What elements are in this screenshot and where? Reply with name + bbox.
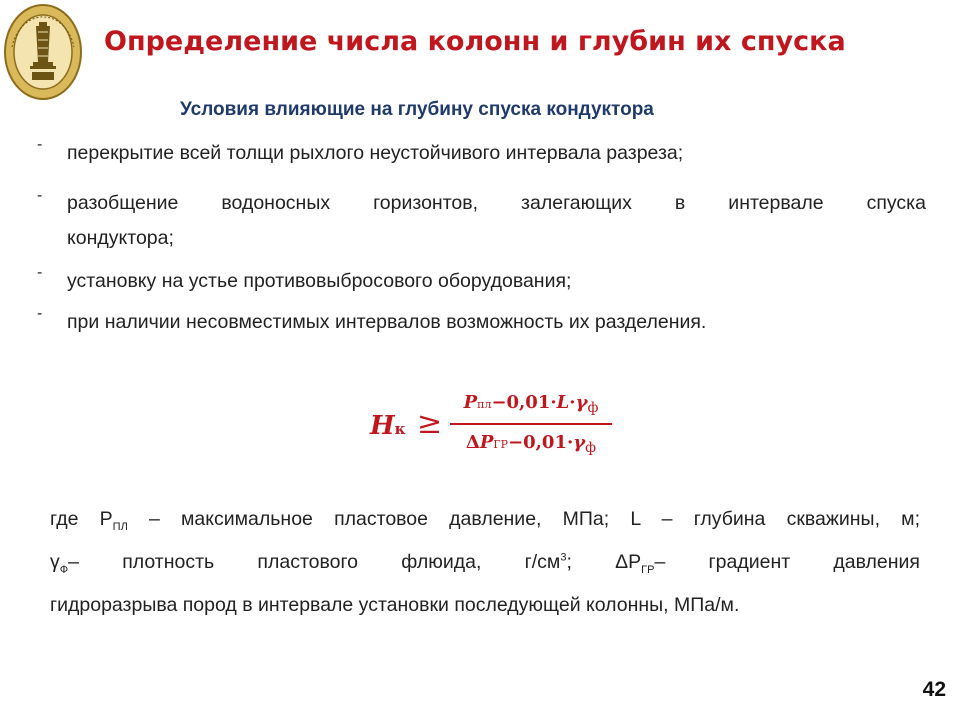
formula-numerator	[450, 392, 612, 416]
formula-den-rest: −0,01·	[508, 432, 574, 453]
legend-sub: ПЛ	[112, 520, 128, 533]
list-item	[36, 264, 926, 293]
bullet-marker: -	[37, 264, 43, 281]
legend-line-3: гидроразрыва пород в интервале установки последующей колонны, МПа/м.	[50, 594, 740, 616]
conditions-list	[36, 136, 926, 333]
formula-relation: ≥	[417, 406, 443, 441]
list-item	[36, 136, 926, 165]
bullet-marker: -	[37, 187, 43, 204]
formula-lhs	[370, 411, 405, 441]
formula-den-p-sub: ГР	[493, 438, 509, 451]
bullet-text: перекрытие всей толщи рыхлого неустойчивого интервала разреза;	[67, 142, 684, 164]
depth-formula	[370, 388, 630, 468]
legend-sup: 3	[560, 551, 567, 564]
formula-num-gamma: γ	[575, 392, 588, 413]
list-item	[36, 305, 926, 334]
bullet-marker: -	[37, 305, 43, 322]
legend-text: – градиент давления	[654, 551, 920, 573]
formula-lhs-var: H	[370, 411, 395, 441]
formula-num-rest: −0,01·	[491, 392, 557, 413]
bullet-text: при наличии несовместимых интервалов возможность их разделения.	[67, 311, 707, 333]
logo-seal-icon	[2, 2, 84, 102]
formula-num-p: P	[463, 392, 478, 413]
fraction-bar	[450, 423, 612, 425]
legend-text: – плотность пластового флюида, г/см	[68, 551, 561, 573]
formula-num-p-sub: пл	[477, 398, 492, 411]
legend-text: – максимальное пластовое давление, МПа; L – глубина скважины, м;	[148, 508, 920, 530]
formula-denominator	[450, 432, 612, 456]
formula-num-dot: ·	[569, 392, 576, 413]
formula-den-gamma-sub: ф	[585, 440, 597, 456]
legend-text: где Р	[50, 508, 113, 530]
bullet-marker: -	[37, 136, 43, 153]
page-title: Определение числа колонн и глубин их спуска	[104, 26, 846, 57]
legend-line-1	[50, 508, 920, 551]
legend-line-2	[50, 551, 920, 594]
university-logo	[2, 2, 84, 102]
formula-den-gamma: γ	[573, 432, 586, 453]
section-subtitle: Условия влияющие на глубину спуска кондуктора	[180, 99, 654, 120]
page-number: 42	[922, 678, 946, 701]
formula-num-gamma-sub: ф	[587, 400, 599, 416]
legend-sub: Ф	[59, 563, 69, 576]
formula-lhs-sub: к	[394, 420, 406, 438]
formula-den-p: P	[479, 432, 494, 453]
bullet-text-line: разобщение водоносных горизонтов, залегающих в интервале спуска	[67, 192, 926, 214]
legend-gamma: γ	[50, 551, 60, 573]
list-item	[36, 187, 926, 250]
formula-den-delta: Δ	[465, 432, 480, 453]
legend-sub: ГР	[641, 563, 655, 576]
formula-legend	[50, 508, 920, 637]
bullet-text-continuation: кондуктора;	[67, 227, 174, 249]
bullet-text: установку на устье противовыбросового оборудования;	[67, 270, 572, 292]
formula-num-l: L	[556, 392, 570, 413]
legend-text: ; ΔР	[566, 551, 642, 573]
bullet-text	[67, 193, 926, 213]
